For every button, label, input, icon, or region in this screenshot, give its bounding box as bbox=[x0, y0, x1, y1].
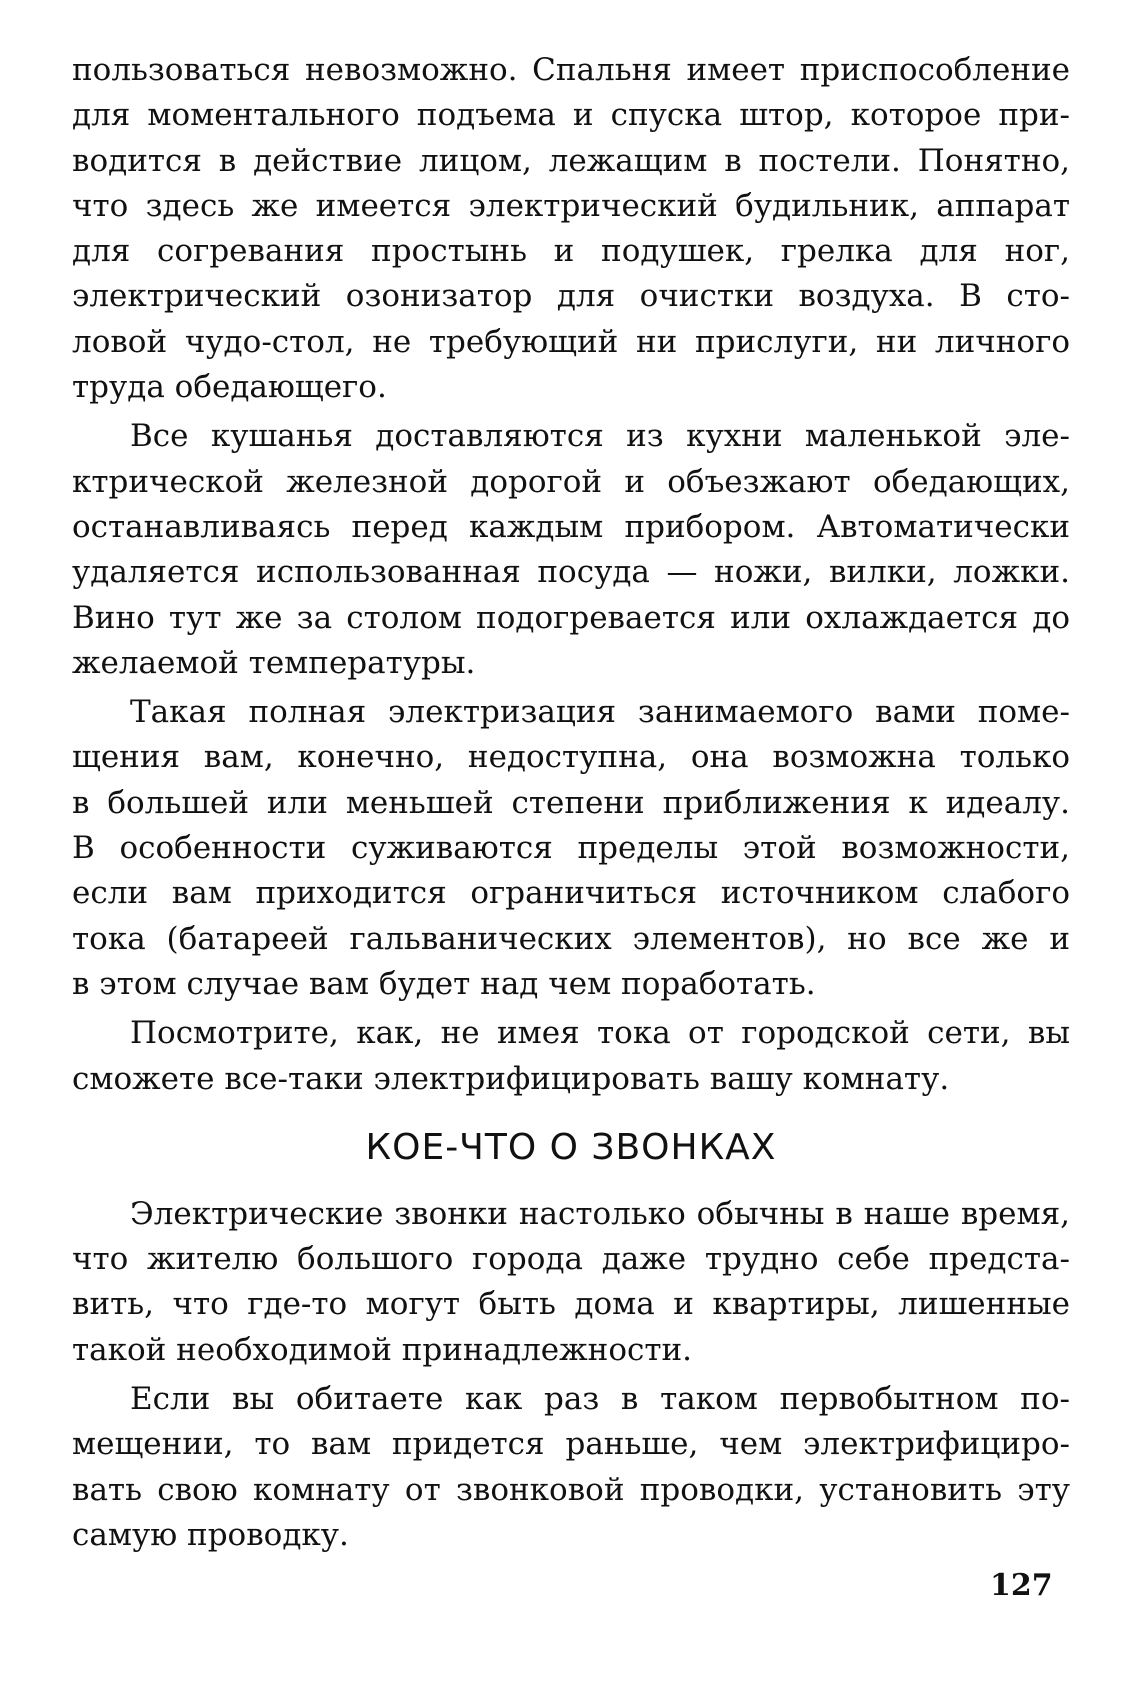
text-line: Такая полная электризация занимаемого вами поме- bbox=[130, 694, 1070, 731]
text-line: если вам приходится ограничиться источником слабого bbox=[72, 875, 1070, 912]
text-line: Если вы обитаете как раз в таком первобытном по- bbox=[130, 1381, 1070, 1418]
text-line: что жителю большого города даже трудно себе предста- bbox=[72, 1241, 1070, 1278]
section-heading: КОЕ-ЧТО О ЗВОНКАХ bbox=[365, 1126, 777, 1168]
paragraph bbox=[72, 1192, 1070, 1373]
page-number: 127 bbox=[990, 1568, 1053, 1603]
text-line: удаляется использованная посуда — ножи, вилки, ложки. bbox=[72, 554, 1070, 591]
text-line: вить, что где-то могут быть дома и квартиры, лишенные bbox=[72, 1286, 1070, 1323]
text-line: мещении, то вам придется раньше, чем электрифициро- bbox=[72, 1426, 1070, 1463]
text-line: для моментального подъема и спуска штор, которое при- bbox=[72, 97, 1070, 134]
paragraph bbox=[72, 48, 1070, 410]
paragraph bbox=[72, 1011, 1070, 1102]
text-line: тока (батареей гальванических элементов), но все же и bbox=[72, 920, 1070, 957]
text-line: такой необходимой принадлежности. bbox=[72, 1331, 693, 1368]
text-line: вать свою комнату от звонковой проводки, установить эту bbox=[72, 1471, 1070, 1508]
text-line: желаемой температуры. bbox=[72, 644, 476, 681]
text-line: водится в действие лицом, лежащим в постели. Понятно, bbox=[72, 142, 1070, 179]
paragraph bbox=[72, 1377, 1070, 1558]
page-body bbox=[72, 48, 1070, 1562]
paragraph bbox=[72, 690, 1070, 1007]
text-line: труда обедающего. bbox=[72, 369, 387, 406]
text-line: Посмотрите, как, не имея тока от городской сети, вы bbox=[130, 1015, 1070, 1052]
text-line: электрический озонизатор для очистки воздуха. В сто- bbox=[72, 278, 1070, 315]
text-line: останавливаясь перед каждым прибором. Автоматически bbox=[72, 508, 1070, 545]
text-line: самую проводку. bbox=[72, 1516, 349, 1553]
text-line: сможете все-таки электрифицировать вашу комнату. bbox=[72, 1060, 950, 1097]
paragraph bbox=[72, 414, 1070, 686]
text-line: для согревания простынь и подушек, грелка для ног, bbox=[72, 233, 1070, 270]
text-line: что здесь же имеется электрический будильник, аппарат bbox=[72, 187, 1070, 224]
text-line: щения вам, конечно, недоступна, она возможна только bbox=[72, 739, 1070, 776]
text-line: Электрические звонки настолько обычны в наше время, bbox=[130, 1195, 1070, 1232]
text-line: ктрической железной дорогой и объезжают обедающих, bbox=[72, 463, 1070, 500]
text-line: ловой чудо-стол, не требующий ни прислуги, ни личного bbox=[72, 323, 1070, 360]
text-line: в большей или меньшей степени приближения к идеалу. bbox=[72, 784, 1070, 821]
text-line: В особенности суживаются пределы этой возможности, bbox=[72, 830, 1070, 867]
text-line: Вино тут же за столом подогревается или охлаждается до bbox=[72, 599, 1070, 636]
text-line: в этом случае вам будет над чем поработать. bbox=[72, 965, 816, 1002]
text-line: Все кушанья доставляются из кухни маленькой эле- bbox=[130, 418, 1070, 455]
text-line: пользоваться невозможно. Спальня имеет приспособление bbox=[72, 52, 1070, 88]
